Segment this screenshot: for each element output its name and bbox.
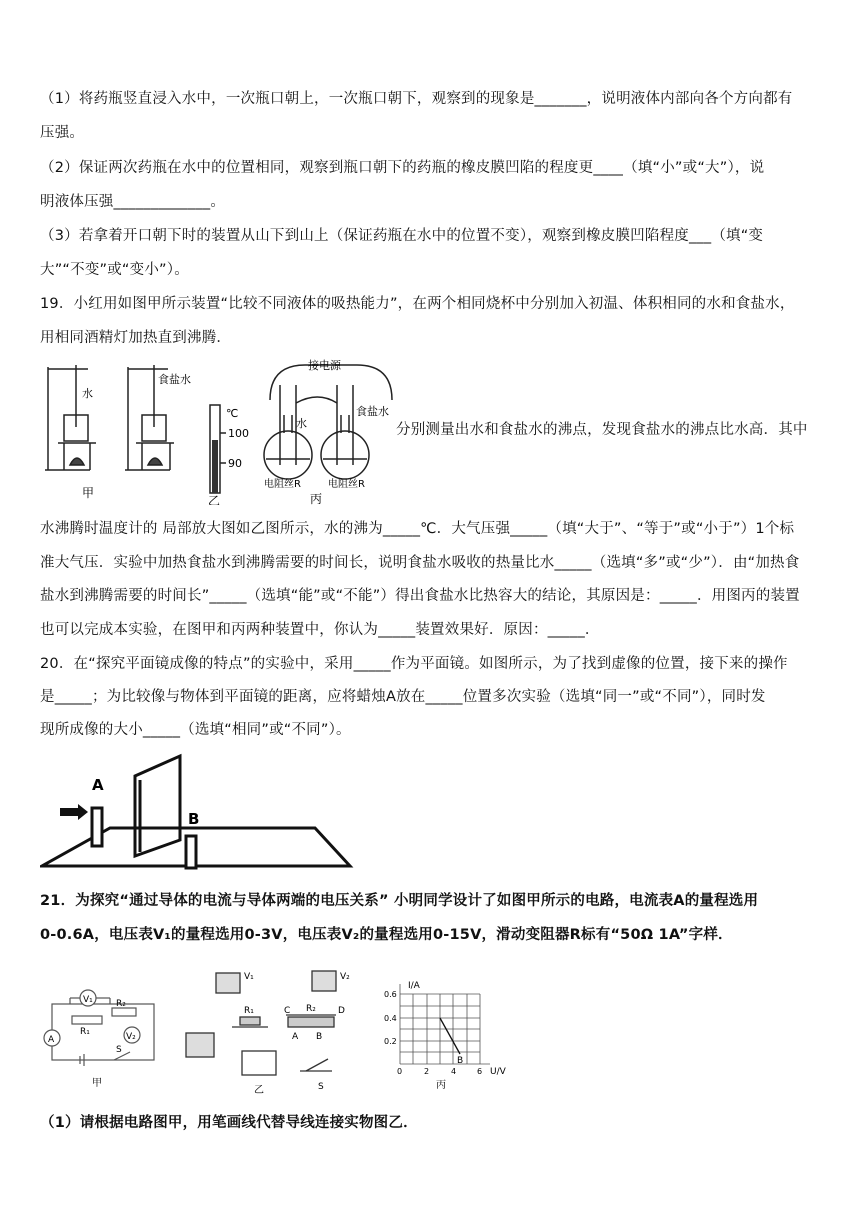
q20-mirror-figure	[40, 748, 370, 873]
graph-ytick-0: 0.6	[384, 990, 397, 999]
q21-iu-graph	[380, 978, 510, 1090]
fig-label-yi2: 乙	[254, 1085, 264, 1095]
q19-line4: 准大气压．实验中加热食盐水到沸腾需要的时间长，说明食盐水吸收的热量比水_____（选填“多”或“少”）．由“加热食	[40, 555, 800, 571]
fig-label-water: 水	[82, 387, 93, 400]
q18-part2-line1: （2）保证两次药瓶在水中的位置相同，观察到瓶口朝下的药瓶的橡皮膜凹陷的程度更____（填“小”或“大”），说	[40, 160, 765, 176]
graph-xtick-1: 2	[424, 1067, 430, 1076]
fig-label-r2: R₂	[116, 999, 126, 1009]
q18-part1-line2: 压强。	[40, 125, 85, 141]
fig-label-candle-b: B	[188, 810, 200, 828]
q20-line2: 是_____；为比较像与物体到平面镜的距离，应将蜡烛A放在_____位置多次实验（选填“同一”或“不同”），同时发	[40, 689, 766, 705]
fig-label-jia2: 甲	[92, 1078, 102, 1089]
fig-label-r1: R₁	[80, 1027, 90, 1037]
fig-yi-b: B	[316, 1032, 323, 1042]
fig-label-bing2: 丙	[436, 1080, 446, 1090]
fig-yi-d: D	[338, 1006, 345, 1016]
fig-yi-v2: V₂	[340, 972, 350, 982]
q19-inline-text: 分别测量出水和食盐水的沸点，发现食盐水的沸点比水高．其中	[396, 422, 808, 438]
fig-label-90: 90	[228, 457, 242, 470]
graph-xtick-0: 0	[397, 1067, 403, 1076]
fig-label-salt: 食盐水	[158, 373, 191, 386]
fig-yi-c: C	[284, 1006, 291, 1016]
q18-part3-line2: 大”“不变”或“变小”）。	[40, 262, 189, 278]
fig-yi-s: S	[318, 1082, 324, 1092]
q21-line1: 21．为探究“通过导体的电流与导体两端的电压关系” 小明同学设计了如图甲所示的电路，电流表A的量程选用	[40, 893, 759, 909]
fig-label-water2: 水	[296, 417, 307, 430]
q21-components-figure	[182, 965, 362, 1095]
fig-label-candle-a: A	[92, 776, 104, 794]
fig-label-ammeter: A	[48, 1035, 55, 1045]
fig-yi-r1: R₁	[244, 1006, 254, 1016]
fig-label-jia: 甲	[82, 486, 95, 500]
q18-part1-line1: （1）将药瓶竖直浸入水中，一次瓶口朝上，一次瓶口朝下，观察到的现象是_______，说明液体内部向各个方向都有	[40, 91, 793, 107]
fig-label-switch: S	[116, 1045, 122, 1055]
fig-label-power: 接电源	[308, 359, 341, 372]
q19-figure	[40, 355, 395, 505]
graph-ytick-2: 0.2	[384, 1037, 397, 1046]
fig-label-resistor2: 电阻丝R	[328, 479, 365, 490]
q21-line2: 0-0.6A，电压表V₁的量程选用0-3V，电压表V₂的量程选用0-15V，滑动变阻器R标有“50Ω 1A”字样．	[40, 927, 733, 943]
fig-label-salt2: 食盐水	[356, 405, 389, 418]
q20-line1: 20．在“探究平面镜成像的特点”的实验中，采用_____作为平面镜。如图所示，为了找到虚像的位置，接下来的操作	[40, 656, 788, 672]
q19-line5: 盐水到沸腾需要的时间长”_____（选填“能”或“不能”）得出食盐水比热容大的结论，其原因是：_____．用图丙的装置	[40, 588, 800, 604]
fig-label-bing: 丙	[310, 492, 323, 505]
fig-yi-v1: V₁	[244, 972, 254, 982]
fig-label-celsius: ℃	[226, 407, 239, 420]
fig-label-v2: V₂	[126, 1032, 136, 1042]
graph-point-b: B	[457, 1056, 464, 1066]
fig-yi-a: A	[292, 1032, 299, 1042]
graph-ytick-1: 0.4	[384, 1014, 397, 1023]
fig-yi-r2: R₂	[306, 1004, 316, 1014]
q19-line6: 也可以完成本实验，在图甲和丙两种装置中，你认为_____装置效果好．原因：_____．	[40, 622, 600, 638]
fig-label-resistor1: 电阻丝R	[264, 479, 301, 490]
q18-part2-line2: 明液体压强_____________。	[40, 194, 226, 210]
q21-circuit-diagram	[40, 980, 170, 1090]
q19-line1: 19．小红用如图甲所示装置“比较不同液体的吸热能力”，在两个相同烧杯中分别加入初温、体积相同的水和食盐水，	[40, 296, 795, 312]
fig-label-100: 100	[228, 427, 249, 440]
fig-label-v1: V₁	[83, 995, 93, 1005]
fig-label-yi: 乙	[208, 494, 221, 505]
graph-xlabel: U/V	[490, 1067, 506, 1077]
graph-xtick-2: 4	[451, 1067, 457, 1076]
graph-ylabel: I/A	[408, 981, 420, 991]
q18-part3-line1: （3）若拿着开口朝下时的装置从山下到山上（保证药瓶在水中的位置不变），观察到橡皮膜凹陷程度___（填“变	[40, 228, 764, 244]
graph-xtick-3: 6	[477, 1067, 483, 1076]
q21-part1: （1）请根据电路图甲，用笔画线代替导线连接实物图乙．	[40, 1115, 418, 1131]
q19-line3: 水沸腾时温度计的 局部放大图如乙图所示，水的沸为_____℃．大气压强_____（填“大于”、“等于”或“小于”）1个标	[40, 521, 795, 537]
q19-line2: 用相同酒精灯加热直到沸腾．	[40, 330, 232, 346]
q20-line3: 现所成像的大小_____（选填“相同”或“不同”）。	[40, 722, 351, 738]
